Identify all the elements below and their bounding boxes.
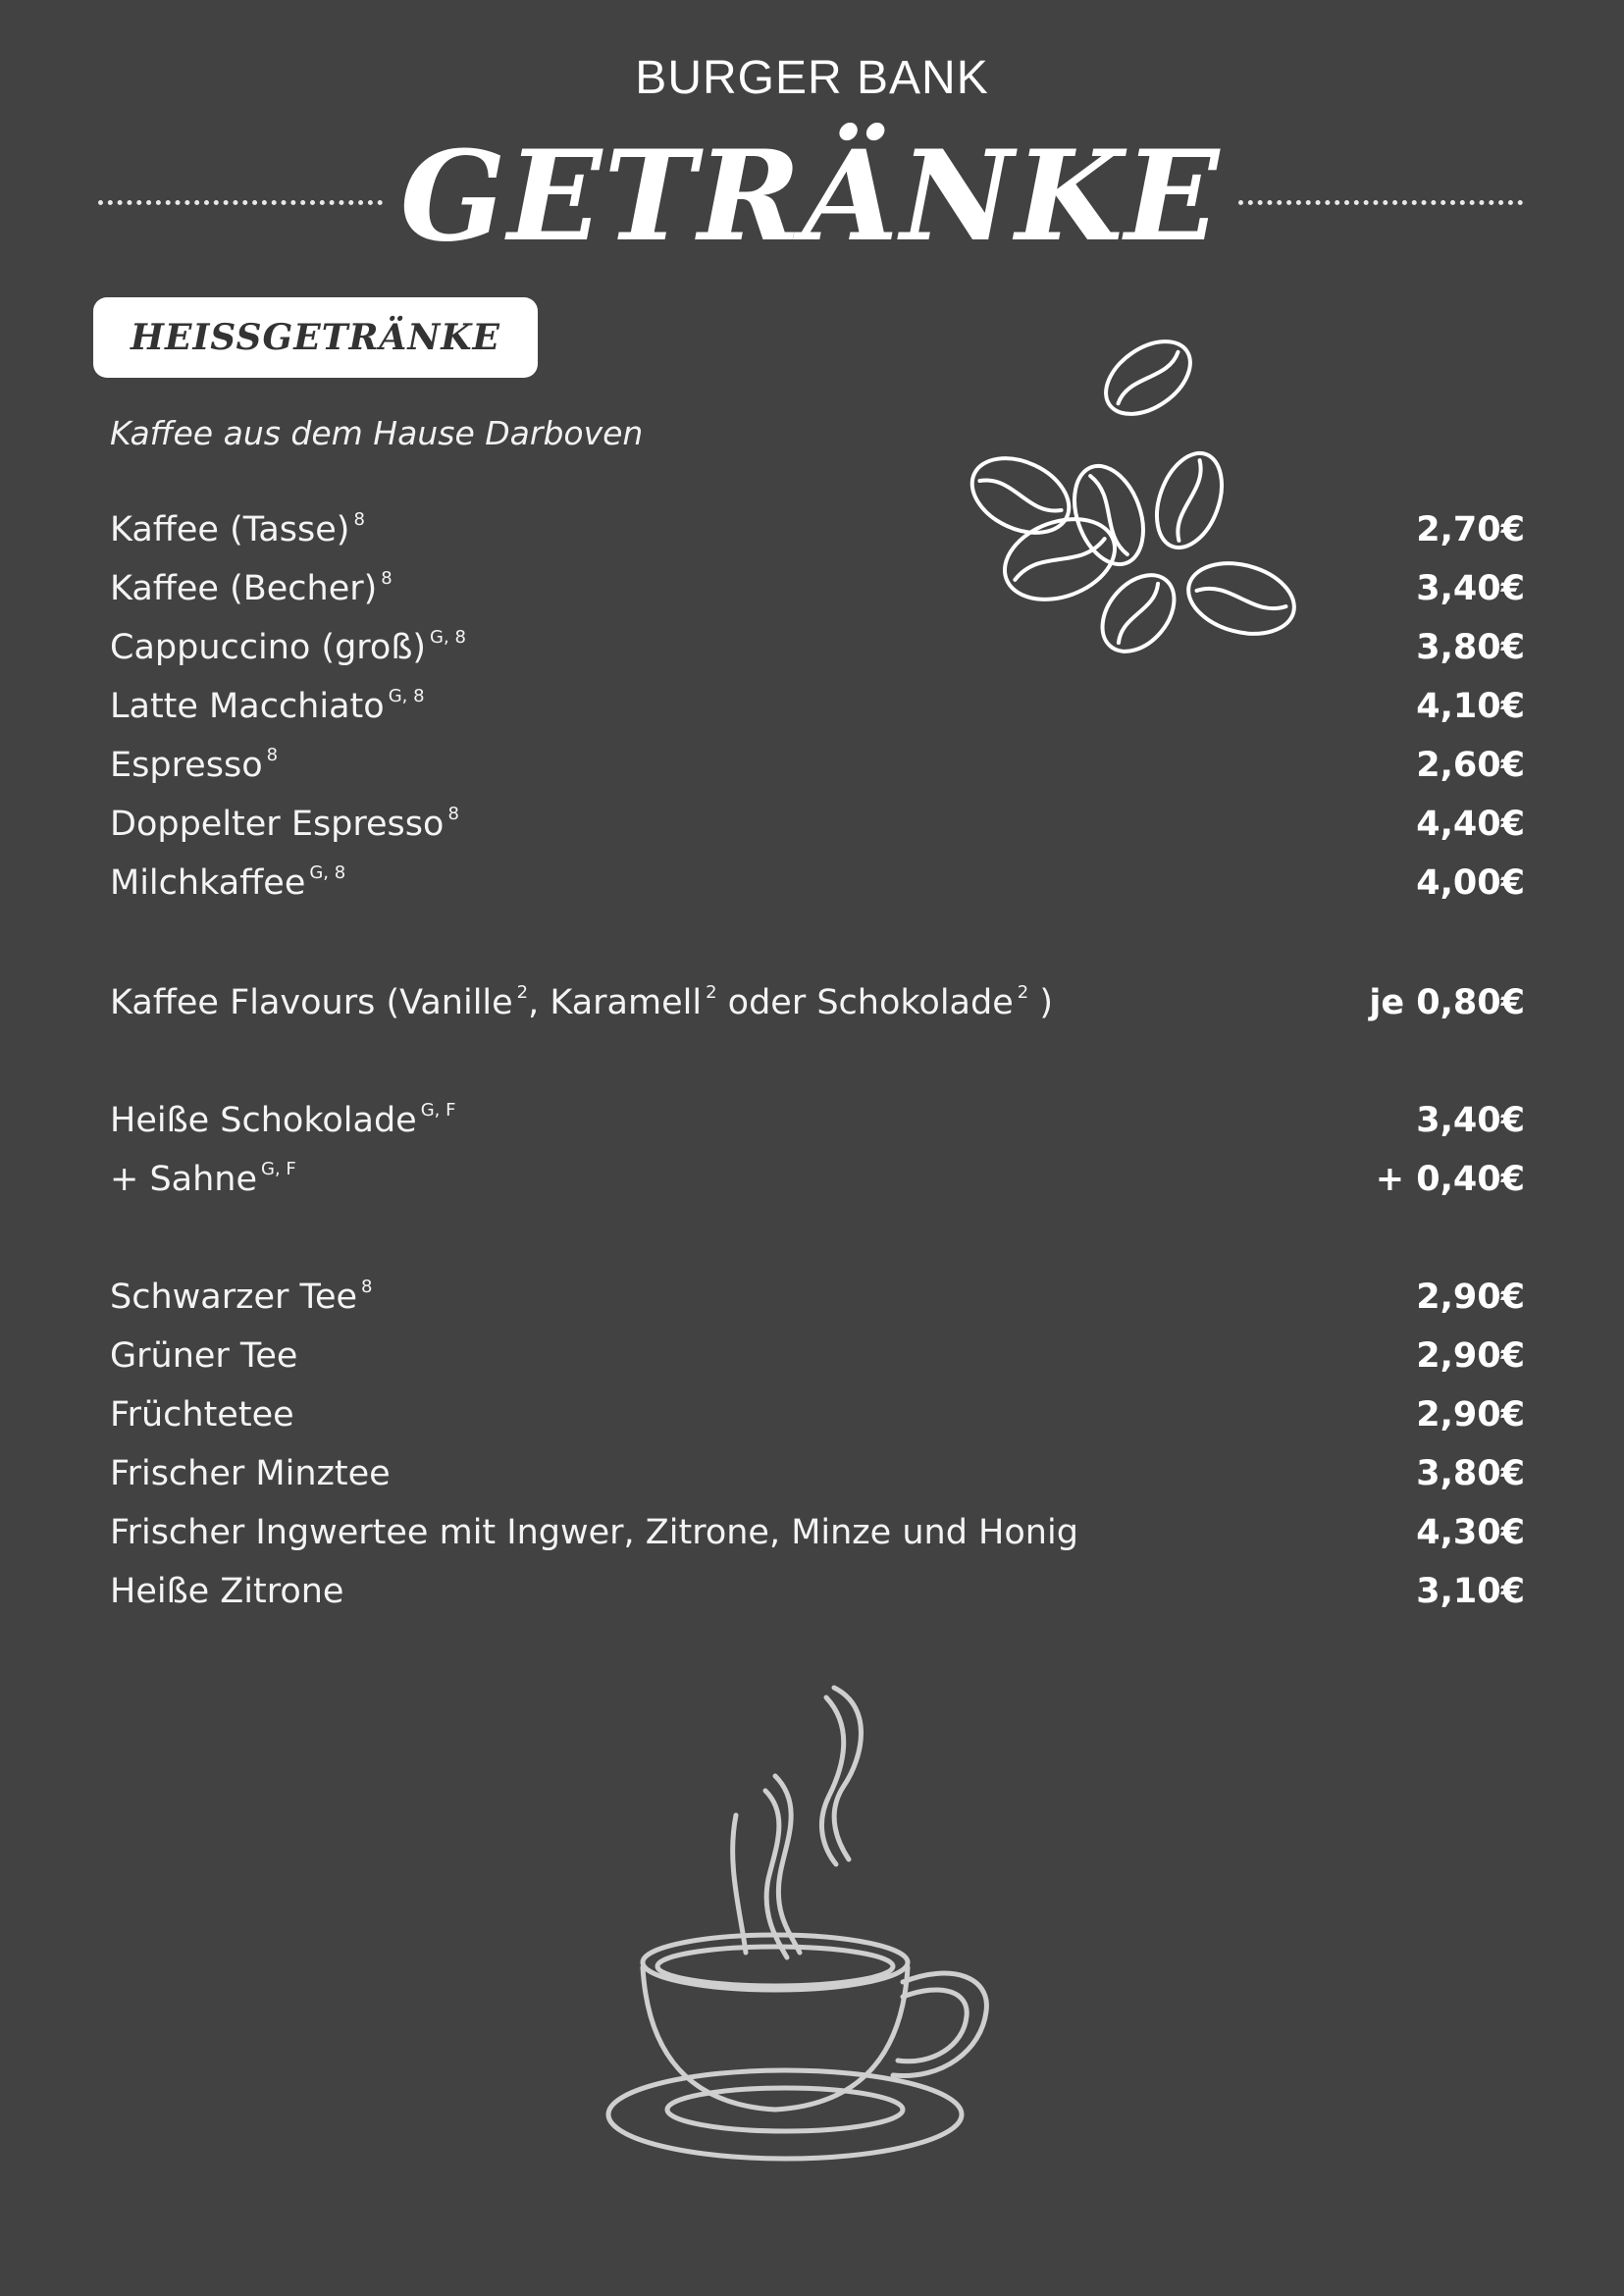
- item-name: Latte Macchiato: [110, 687, 385, 726]
- page-title: GETRÄNKE: [399, 124, 1222, 269]
- menu-item: [110, 1336, 1525, 1385]
- allergen-mark: 2: [1017, 982, 1029, 1003]
- item-name: Grüner Tee: [110, 1336, 298, 1376]
- item-allergens: 8: [353, 509, 365, 530]
- flavours-row: [110, 983, 1525, 1032]
- flavours-text: , Karamell: [528, 983, 703, 1022]
- divider-right: [1238, 200, 1523, 205]
- item-price: 2,70€: [1416, 510, 1525, 549]
- item-name: Cappuccino (groß): [110, 628, 427, 667]
- allergen-mark: 2: [516, 982, 529, 1003]
- flavours-price: je 0,80€: [1369, 983, 1525, 1022]
- item-price: 4,40€: [1416, 805, 1525, 844]
- menu-item: [110, 687, 1525, 736]
- item-allergens: G, 8: [388, 686, 425, 706]
- menu-item: [110, 510, 1525, 559]
- allergen-mark: 2: [706, 982, 717, 1003]
- item-price: 3,10€: [1416, 1572, 1525, 1611]
- item-name: Früchtetee: [110, 1395, 294, 1435]
- menu-item: [110, 1395, 1525, 1444]
- item-allergens: 8: [266, 745, 279, 765]
- item-allergens: G, F: [420, 1100, 456, 1121]
- item-name: Heiße Schokolade: [110, 1101, 417, 1140]
- menu-item: [110, 746, 1525, 795]
- item-allergens: G, F: [261, 1159, 296, 1179]
- item-price: 4,10€: [1416, 687, 1525, 726]
- item-allergens: 8: [447, 804, 459, 824]
- item-price: 3,40€: [1416, 1101, 1525, 1140]
- menu-item: [110, 1454, 1525, 1503]
- item-price: 2,90€: [1416, 1336, 1525, 1376]
- menu-item: [110, 1513, 1525, 1562]
- item-name: Kaffee (Becher): [110, 569, 378, 608]
- brand-name: BURGER BANK: [635, 52, 989, 104]
- menu-item: [110, 1572, 1525, 1621]
- menu-item: [110, 569, 1525, 618]
- item-price: 3,80€: [1416, 1454, 1525, 1493]
- title-row: [98, 124, 1523, 269]
- item-name: Kaffee (Tasse): [110, 510, 350, 549]
- menu-item: [110, 805, 1525, 854]
- flavours-text: ): [1028, 983, 1053, 1022]
- menu-item: [110, 1160, 1525, 1209]
- item-price: 2,90€: [1416, 1395, 1525, 1435]
- item-name: Espresso: [110, 746, 263, 785]
- item-price: 4,30€: [1416, 1513, 1525, 1552]
- item-allergens: G, 8: [430, 627, 466, 648]
- item-price: 2,90€: [1416, 1278, 1525, 1317]
- menu-item: [110, 1278, 1525, 1327]
- menu-item: [110, 628, 1525, 677]
- item-allergens: G, 8: [309, 862, 346, 883]
- item-price: 4,00€: [1416, 863, 1525, 903]
- item-price: 3,40€: [1416, 569, 1525, 608]
- item-price: 2,60€: [1416, 746, 1525, 785]
- item-name: + Sahne: [110, 1160, 258, 1199]
- item-allergens: 8: [381, 568, 393, 589]
- item-price: + 0,40€: [1375, 1160, 1525, 1199]
- section-label: [93, 297, 538, 378]
- menu-item: [110, 1101, 1525, 1150]
- menu-item: [110, 863, 1525, 913]
- section-subtitle: Kaffee aus dem Hause Darboven: [110, 414, 644, 452]
- item-name: Doppelter Espresso: [110, 805, 445, 844]
- item-price: 3,80€: [1416, 628, 1525, 667]
- flavours-text: Kaffee Flavours (Vanille: [110, 983, 513, 1022]
- flavours-text: oder Schokolade: [716, 983, 1014, 1022]
- section-label-text: HEISSGETRÄNKE: [131, 317, 500, 358]
- item-allergens: 8: [361, 1277, 373, 1297]
- coffee-cup-icon: [579, 1668, 1050, 2178]
- item-name: Schwarzer Tee: [110, 1278, 358, 1317]
- item-name: Frischer Minztee: [110, 1454, 391, 1493]
- item-name: Heiße Zitrone: [110, 1572, 344, 1611]
- item-name: Frischer Ingwertee mit Ingwer, Zitrone, Minze und Honig: [110, 1513, 1078, 1552]
- item-name: Milchkaffee: [110, 863, 306, 903]
